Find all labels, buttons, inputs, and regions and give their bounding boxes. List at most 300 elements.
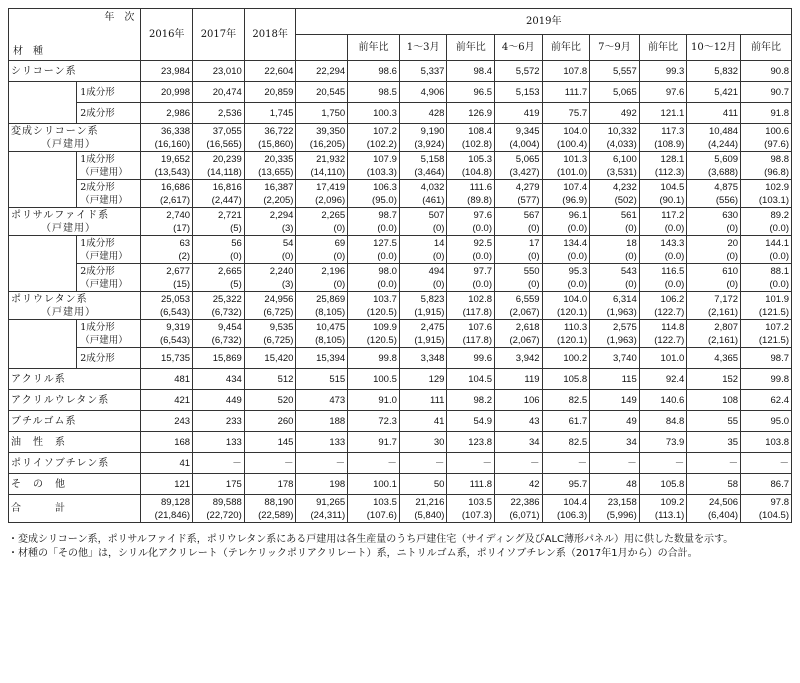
housing-label: （戸建用）	[80, 334, 128, 346]
housing-value: (2,096)	[315, 194, 346, 206]
value-cell	[296, 320, 348, 348]
value-cell	[495, 390, 543, 411]
value: 9,454	[217, 321, 242, 333]
housing-value: (3,924)	[414, 138, 445, 150]
value: 127.5	[373, 237, 397, 249]
value-cell	[193, 180, 245, 208]
value-cell	[296, 369, 348, 390]
value: 102.8	[468, 293, 492, 305]
value-cell	[590, 320, 640, 348]
value-cell	[447, 495, 495, 523]
value-cell	[193, 474, 245, 495]
value-cell	[399, 474, 447, 495]
value: 73.9	[665, 436, 685, 448]
value-cell	[244, 236, 296, 264]
value-cell	[447, 208, 495, 236]
housing-value: (0.0)	[664, 250, 685, 262]
value: 2,294	[269, 209, 294, 221]
housing-value: (3,688)	[707, 166, 739, 178]
value: 111.6	[469, 181, 492, 193]
housing-value: (2,205)	[263, 194, 294, 206]
value: 34	[528, 436, 540, 448]
housing-value: (0.0)	[377, 278, 397, 290]
value-cell	[741, 124, 792, 152]
value-cell	[687, 390, 741, 411]
value-cell	[639, 432, 687, 453]
value: 4,032	[420, 181, 445, 193]
value-cell	[399, 453, 447, 474]
value: 36,722	[264, 125, 294, 137]
value: 610	[722, 265, 739, 277]
value-cell	[348, 236, 400, 264]
subcategory-cell	[77, 180, 141, 208]
value: 115	[621, 373, 637, 385]
value: 121.1	[660, 107, 685, 119]
value-cell	[141, 82, 193, 103]
housing-value: (14,118)	[207, 166, 242, 178]
value-cell	[296, 390, 348, 411]
value-cell	[193, 124, 245, 152]
value: 41	[433, 415, 445, 427]
value-cell	[687, 236, 741, 264]
value: 86.7	[770, 478, 789, 490]
value: 107.9	[373, 153, 397, 165]
table-row	[9, 390, 792, 411]
value-cell	[399, 124, 447, 152]
value: 14	[433, 237, 445, 249]
housing-value: (0)	[527, 222, 540, 234]
sub-header: 7～9月	[590, 35, 640, 61]
value-cell	[141, 264, 193, 292]
value-cell	[741, 320, 792, 348]
value: 82.5	[568, 394, 588, 406]
value-cell	[348, 61, 400, 82]
housing-value: (0.0)	[769, 222, 789, 234]
value-cell	[542, 411, 590, 432]
value-cell	[141, 320, 193, 348]
table-row	[9, 152, 792, 180]
housing-value: (0)	[625, 250, 637, 262]
housing-value: (121.5)	[758, 306, 789, 318]
value-cell	[348, 432, 400, 453]
housing-value: (90.1)	[659, 194, 685, 206]
value-cell	[590, 61, 640, 82]
value: 4,875	[714, 181, 739, 193]
value-cell	[399, 264, 447, 292]
housing-value: (120.5)	[366, 334, 397, 346]
value: 143.3	[660, 237, 685, 249]
value: 98.7	[378, 209, 397, 221]
value: 507	[428, 209, 445, 221]
year-header-2016: 2016年	[141, 9, 193, 61]
value: 5,158	[420, 153, 445, 165]
value-cell	[244, 320, 296, 348]
value: 567	[523, 209, 540, 221]
value: 100.3	[373, 107, 397, 119]
value: 10,332	[607, 125, 637, 137]
indent-cell	[9, 348, 77, 369]
value-cell	[741, 103, 792, 124]
value: 121	[174, 478, 191, 490]
housing-value: (6,543)	[159, 334, 191, 346]
housing-value: (122.7)	[654, 334, 685, 346]
category-label: ポリウレタン系	[11, 293, 88, 305]
housing-value: (0.0)	[567, 222, 588, 234]
value: 22,386	[510, 496, 540, 508]
housing-value: (22,720)	[206, 509, 242, 521]
category-cell: シリコーン系	[9, 61, 141, 82]
value: 5,065	[612, 86, 637, 98]
value: 98.4	[473, 65, 492, 77]
value: 6,559	[515, 293, 540, 305]
value: 106	[523, 394, 540, 406]
sub-header: 10～12月	[687, 35, 741, 61]
value: －	[627, 457, 637, 469]
value: 419	[523, 107, 540, 119]
value: －	[335, 457, 346, 469]
housing-value: (0)	[432, 250, 445, 262]
value-cell	[348, 152, 400, 180]
value: 99.8	[378, 352, 397, 364]
value-cell	[447, 390, 495, 411]
value-cell	[141, 411, 193, 432]
housing-value: (0.0)	[567, 250, 588, 262]
value: 107.2	[373, 125, 397, 137]
housing-value: (0.0)	[664, 222, 685, 234]
value: 7,172	[714, 293, 739, 305]
value: 520	[277, 394, 294, 406]
value: 103.8	[765, 436, 789, 448]
value: 15,420	[264, 352, 294, 364]
value: 43	[528, 415, 540, 427]
housing-value: (1,963)	[606, 334, 637, 346]
value: 75.7	[568, 107, 588, 119]
value-cell	[193, 453, 245, 474]
category-label: 変成シリコーン系	[11, 125, 99, 137]
housing-value: (502)	[614, 194, 637, 206]
value-cell	[296, 495, 348, 523]
value: 97.6	[665, 86, 685, 98]
value-cell	[348, 453, 400, 474]
housing-value: (2,447)	[211, 194, 242, 206]
footnote: ・材種の「その他」は，シリル化アクリレート（テレケリックポリアクリレート）系，ニトリルゴム系，ポリイソブチレン系（2017年1月から）の合計。	[8, 548, 698, 559]
value: 91.8	[770, 107, 789, 119]
housing-value: (0)	[625, 222, 637, 234]
value-cell	[193, 320, 245, 348]
value: 102.9	[765, 181, 789, 193]
subcategory-cell	[77, 264, 141, 292]
value: 543	[620, 265, 637, 277]
value-cell	[639, 61, 687, 82]
value: 110.3	[564, 321, 588, 333]
value: 41	[179, 457, 191, 469]
value-cell	[590, 208, 640, 236]
housing-value: (17)	[173, 222, 191, 234]
value-cell	[141, 61, 193, 82]
housing-value: (13,655)	[258, 166, 294, 178]
value: 97.8	[770, 496, 789, 508]
value: 92.4	[665, 373, 685, 385]
value: 96.1	[568, 209, 588, 221]
value-cell	[542, 264, 590, 292]
value: 16,686	[161, 181, 191, 193]
value-cell	[193, 411, 245, 432]
sub-header: 前年比	[639, 35, 687, 61]
value: 20,335	[264, 153, 294, 165]
value-cell	[590, 152, 640, 180]
value: 25,869	[316, 293, 346, 305]
value-cell	[244, 411, 296, 432]
value: 69	[334, 237, 346, 249]
value: 107.8	[563, 65, 588, 77]
value-cell	[590, 474, 640, 495]
housing-value: (2,067)	[509, 306, 540, 318]
value-cell	[193, 152, 245, 180]
value: 126.9	[468, 107, 492, 119]
value-cell	[348, 180, 400, 208]
production-table	[8, 8, 792, 523]
value-cell	[639, 152, 687, 180]
value: 515	[329, 373, 346, 385]
value-cell	[348, 320, 400, 348]
value: 24,506	[709, 496, 739, 508]
value: 49	[626, 415, 637, 427]
value: 90.7	[770, 86, 789, 98]
value: 178	[277, 478, 294, 490]
value-cell	[639, 390, 687, 411]
sub-header: 前年比	[741, 35, 792, 61]
housing-value: (461)	[422, 194, 445, 206]
value: 473	[329, 394, 346, 406]
value-cell	[447, 453, 495, 474]
housing-value: (5)	[230, 222, 242, 234]
value: 145	[277, 436, 294, 448]
value-cell	[590, 453, 640, 474]
subcategory-label: 1成分形	[80, 153, 115, 165]
value-cell	[447, 292, 495, 320]
housing-value: (0)	[527, 278, 540, 290]
housing-value: (24,311)	[310, 509, 346, 521]
value: 116.5	[661, 265, 685, 277]
value-cell	[741, 453, 792, 474]
value: 20	[727, 237, 739, 249]
value-cell	[141, 124, 193, 152]
value: 3,740	[612, 352, 637, 364]
housing-value: (96.8)	[764, 166, 789, 178]
value: 55	[727, 415, 739, 427]
housing-value: (102.8)	[461, 138, 492, 150]
indent-cell	[9, 103, 77, 124]
housing-value: (107.6)	[366, 509, 397, 521]
value-cell	[687, 180, 741, 208]
value-cell	[741, 236, 792, 264]
value-cell	[447, 474, 495, 495]
value: 107.4	[563, 181, 588, 193]
value: 56	[231, 237, 242, 249]
value: 98.6	[378, 65, 397, 77]
sub-header	[296, 35, 348, 61]
value: 17,419	[316, 181, 346, 193]
value: 9,319	[166, 321, 191, 333]
value: 5,153	[515, 86, 540, 98]
value-cell	[687, 411, 741, 432]
value-cell	[244, 453, 296, 474]
value-cell	[296, 474, 348, 495]
housing-value: (0)	[333, 250, 346, 262]
housing-value: (16,205)	[309, 138, 346, 150]
value-cell	[244, 348, 296, 369]
value-cell	[687, 453, 741, 474]
value: 2,721	[217, 209, 242, 221]
value-cell	[399, 369, 447, 390]
value-cell	[244, 180, 296, 208]
value: 2,475	[420, 321, 445, 333]
year-header-2019: 2019年	[296, 9, 792, 35]
value: 23,984	[161, 65, 191, 77]
year-header-2017: 2017年	[193, 9, 245, 61]
value-cell	[542, 453, 590, 474]
value-cell	[687, 264, 741, 292]
category-cell: アクリル系	[9, 369, 141, 390]
value-cell	[542, 369, 590, 390]
value-cell	[542, 292, 590, 320]
value-cell	[741, 348, 792, 369]
housing-value: (16,565)	[206, 138, 242, 150]
table-row	[9, 82, 792, 103]
housing-value: (108.9)	[654, 138, 685, 150]
value-cell	[495, 453, 543, 474]
value-cell	[447, 103, 495, 124]
value-cell	[495, 152, 543, 180]
value: 97.7	[473, 265, 492, 277]
value-cell	[687, 495, 741, 523]
housing-label: （戸建用）	[80, 166, 128, 178]
value-cell	[447, 369, 495, 390]
value-cell	[639, 208, 687, 236]
value-cell	[141, 208, 193, 236]
value: 492	[620, 107, 637, 119]
housing-value: (0.0)	[664, 278, 685, 290]
value-cell	[296, 124, 348, 152]
subcategory-cell	[77, 152, 141, 180]
value-cell	[687, 432, 741, 453]
housing-value: (103.1)	[758, 194, 789, 206]
value: 54.9	[473, 415, 492, 427]
value: 34	[626, 436, 637, 448]
value: 6,314	[612, 293, 637, 305]
value: 91.7	[378, 436, 397, 448]
value-cell	[542, 208, 590, 236]
value: 98.7	[770, 352, 789, 364]
value-cell	[639, 236, 687, 264]
value-cell	[296, 264, 348, 292]
value-cell	[495, 124, 543, 152]
value: 9,190	[420, 125, 445, 137]
value-cell	[495, 432, 543, 453]
table-row	[9, 103, 792, 124]
table-row	[9, 495, 792, 523]
housing-value: (2,067)	[509, 334, 540, 346]
value: 98.8	[770, 153, 789, 165]
footnotes	[8, 533, 792, 561]
value-cell	[447, 152, 495, 180]
value: 95.7	[568, 478, 588, 490]
value: 16,816	[212, 181, 242, 193]
value: 104.0	[563, 125, 588, 137]
value: 2,665	[217, 265, 242, 277]
value-cell	[741, 152, 792, 180]
value: 106.3	[373, 181, 397, 193]
value-cell	[348, 264, 400, 292]
value: 37,055	[212, 125, 242, 137]
value-cell	[348, 124, 400, 152]
value: 20,859	[264, 86, 294, 98]
value-cell	[542, 180, 590, 208]
value: 117.3	[661, 125, 685, 137]
housing-value: (6,732)	[211, 306, 242, 318]
value-cell	[141, 180, 193, 208]
category-cell: ポリイソブチレン系	[9, 453, 141, 474]
value-cell	[687, 348, 741, 369]
value-cell	[399, 61, 447, 82]
value-cell	[348, 103, 400, 124]
value: 100.6	[765, 125, 789, 137]
value: 104.5	[468, 373, 492, 385]
value-cell	[741, 82, 792, 103]
value: 421	[174, 394, 191, 406]
value: 89.2	[770, 209, 789, 221]
value-cell	[244, 292, 296, 320]
value: 58	[727, 478, 739, 490]
value-cell	[348, 411, 400, 432]
value: 4,906	[420, 86, 445, 98]
value-cell	[495, 236, 543, 264]
value-cell	[495, 292, 543, 320]
table-row	[9, 61, 792, 82]
housing-value: (0)	[625, 278, 637, 290]
housing-value: (121.5)	[758, 334, 789, 346]
value: 4,232	[612, 181, 637, 193]
housing-value: (556)	[715, 194, 739, 206]
value-cell	[399, 180, 447, 208]
sub-header: 前年比	[348, 35, 400, 61]
value-cell	[141, 348, 193, 369]
value-cell	[495, 103, 543, 124]
table-row	[9, 411, 792, 432]
indent-cell	[9, 264, 77, 292]
value-cell	[542, 124, 590, 152]
value-cell	[193, 61, 245, 82]
housing-value: (0.0)	[377, 250, 397, 262]
value-cell	[542, 320, 590, 348]
category-cell: ブチルゴム系	[9, 411, 141, 432]
value-cell	[244, 103, 296, 124]
value-cell	[741, 474, 792, 495]
housing-value: (120.1)	[557, 306, 588, 318]
value: 84.8	[665, 415, 685, 427]
nenji-label: 年 次	[104, 12, 135, 23]
housing-label: （戸建用）	[80, 250, 128, 262]
value-cell	[542, 474, 590, 495]
value: 99.3	[665, 65, 685, 77]
value: 108	[722, 394, 739, 406]
value: 106.2	[660, 293, 685, 305]
value-cell	[741, 369, 792, 390]
year-header-2018: 2018年	[244, 9, 296, 61]
value: 128.1	[660, 153, 685, 165]
value: 72.3	[378, 415, 397, 427]
zaishu-label: 材 種	[13, 46, 43, 57]
